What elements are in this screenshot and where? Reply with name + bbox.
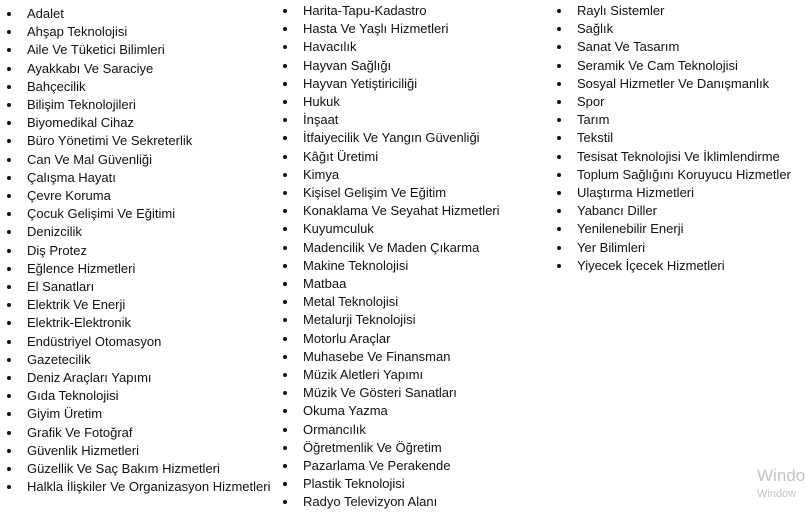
list-item bbox=[7, 405, 275, 423]
bullet-icon bbox=[7, 431, 11, 435]
list-item-label: Grafik Ve Fotoğraf bbox=[27, 424, 133, 440]
list-item bbox=[283, 475, 553, 493]
list-item-label: Hasta Ve Yaşlı Hizmetleri bbox=[303, 21, 449, 37]
bullet-icon bbox=[7, 412, 11, 416]
list-item-label: İnşaat bbox=[303, 112, 339, 128]
list-item bbox=[283, 275, 553, 293]
list-item-label: Ayakkabı Ve Saraciye bbox=[27, 60, 154, 76]
list-item-label: Yabancı Diller bbox=[577, 203, 657, 219]
list-item-label: Büro Yönetimi Ve Sekreterlik bbox=[27, 133, 193, 149]
bullet-icon bbox=[557, 191, 561, 195]
list-item-label: Yiyecek İçecek Hizmetleri bbox=[577, 257, 725, 273]
list-item bbox=[557, 20, 800, 38]
list-item-label: Biyomedikal Cihaz bbox=[27, 115, 134, 131]
list-item-label: Giyim Üretim bbox=[27, 406, 103, 422]
list-item bbox=[283, 57, 553, 75]
bullet-icon bbox=[7, 267, 11, 271]
list-item bbox=[283, 220, 553, 238]
list-item bbox=[283, 166, 553, 184]
list-item-label: Sanat Ve Tasarım bbox=[577, 39, 680, 55]
list-item bbox=[557, 220, 800, 238]
list-item-label: Endüstriyel Otomasyon bbox=[27, 333, 162, 349]
bullet-icon bbox=[557, 209, 561, 213]
list-item-label: Aile Ve Tüketici Bilimleri bbox=[27, 42, 165, 58]
list-item-label: Tesisat Teknolojisi Ve İklimlendirme bbox=[577, 148, 780, 164]
bullet-icon bbox=[7, 121, 11, 125]
list-item-label: İtfaiyecilik Ve Yangın Güvenliği bbox=[303, 130, 480, 146]
list-item bbox=[7, 41, 275, 59]
list-item bbox=[557, 184, 800, 202]
list-item bbox=[7, 460, 275, 478]
list-item bbox=[283, 330, 553, 348]
list-item bbox=[7, 169, 275, 187]
bullet-icon bbox=[7, 249, 11, 253]
bullet-icon bbox=[7, 158, 11, 162]
list-item-label: Hayvan Yetiştiriciliği bbox=[303, 75, 418, 91]
bullet-icon bbox=[283, 173, 287, 177]
list-item bbox=[283, 257, 553, 275]
list-item-label: Eğlence Hizmetleri bbox=[27, 260, 136, 276]
list-item-label: Elektrik Ve Enerji bbox=[27, 297, 126, 313]
list-item bbox=[557, 93, 800, 111]
bullet-icon bbox=[283, 373, 287, 377]
bullet-icon bbox=[283, 155, 287, 159]
list-item-label: Harita-Tapu-Kadastro bbox=[303, 3, 427, 18]
list-item-label: Pazarlama Ve Perakende bbox=[303, 458, 451, 474]
bullet-icon bbox=[557, 64, 561, 68]
list-item bbox=[283, 111, 553, 129]
list-item-label: Sağlık bbox=[577, 21, 614, 37]
watermark-subtitle: Window bbox=[757, 488, 797, 500]
list-item bbox=[7, 151, 275, 169]
list-item-label: Çocuk Gelişimi Ve Eğitimi bbox=[27, 206, 176, 222]
list-item bbox=[7, 60, 275, 78]
bullet-icon bbox=[7, 139, 11, 143]
list-item-label: Gıda Teknolojisi bbox=[27, 388, 119, 404]
bullet-icon bbox=[283, 482, 287, 486]
field-list-column-3 bbox=[557, 2, 800, 275]
list-item-label: Spor bbox=[577, 94, 605, 110]
list-item bbox=[7, 187, 275, 205]
list-item-label: Madencilik Ve Maden Çıkarma bbox=[303, 239, 480, 255]
bullet-icon bbox=[283, 500, 287, 504]
list-item-label: Diş Protez bbox=[27, 242, 87, 258]
list-item-label: Kimya bbox=[303, 166, 340, 182]
list-item bbox=[7, 132, 275, 150]
list-item-label: Okuma Yazma bbox=[303, 403, 388, 419]
list-item bbox=[557, 257, 800, 275]
list-item bbox=[7, 78, 275, 96]
bullet-icon bbox=[7, 230, 11, 234]
list-item bbox=[7, 223, 275, 241]
list-item bbox=[283, 38, 553, 56]
list-item-label: Motorlu Araçlar bbox=[303, 330, 391, 346]
list-item bbox=[7, 442, 275, 460]
list-item bbox=[557, 129, 800, 147]
list-item bbox=[7, 260, 275, 278]
bullet-icon bbox=[557, 9, 561, 13]
list-item bbox=[7, 369, 275, 387]
list-item bbox=[283, 202, 553, 220]
list-item-label: Bilişim Teknolojileri bbox=[27, 97, 136, 113]
list-item bbox=[283, 93, 553, 111]
bullet-icon bbox=[7, 67, 11, 71]
list-item-label: Müzik Ve Gösteri Sanatları bbox=[303, 385, 457, 401]
list-item-label: Konaklama Ve Seyahat Hizmetleri bbox=[303, 203, 500, 219]
bullet-icon bbox=[283, 282, 287, 286]
watermark-title: Windo bbox=[757, 466, 805, 485]
list-item-label: Kişisel Gelişim Ve Eğitim bbox=[303, 185, 447, 201]
bullet-icon bbox=[283, 82, 287, 86]
list-item-label: Güvenlik Hizmetleri bbox=[27, 442, 139, 458]
list-item-label: Kuyumculuk bbox=[303, 221, 374, 237]
bullet-icon bbox=[557, 246, 561, 250]
list-item bbox=[557, 38, 800, 56]
bullet-icon bbox=[283, 428, 287, 432]
list-item-label: Radyo Televizyon Alanı bbox=[303, 494, 438, 510]
list-item bbox=[7, 242, 275, 260]
list-item bbox=[283, 129, 553, 147]
list-item-label: El Sanatları bbox=[27, 279, 95, 295]
list-item-label: Muhasebe Ve Finansman bbox=[303, 348, 451, 364]
list-item-label: Ormancılık bbox=[303, 421, 366, 437]
list-item bbox=[283, 348, 553, 366]
bullet-icon bbox=[7, 449, 11, 453]
list-item bbox=[283, 493, 553, 511]
bullet-icon bbox=[7, 30, 11, 34]
bullet-icon bbox=[557, 136, 561, 140]
list-item-label: Öğretmenlik Ve Öğretim bbox=[303, 439, 442, 455]
bullet-icon bbox=[283, 227, 287, 231]
list-item-label: Güzellik Ve Saç Bakım Hizmetleri bbox=[27, 461, 220, 477]
list-item bbox=[557, 166, 800, 184]
list-item-label: Plastik Teknolojisi bbox=[303, 476, 405, 492]
list-item-label: Matbaa bbox=[303, 276, 347, 292]
bullet-icon bbox=[7, 376, 11, 380]
list-item bbox=[7, 478, 275, 495]
list-item-label: Müzik Aletleri Yapımı bbox=[303, 367, 424, 383]
list-item bbox=[557, 2, 800, 20]
bullet-icon bbox=[557, 100, 561, 104]
bullet-icon bbox=[283, 391, 287, 395]
bullet-icon bbox=[283, 64, 287, 68]
list-item-label: Tarım bbox=[577, 112, 610, 128]
list-item-label: Ulaştırma Hizmetleri bbox=[577, 185, 695, 201]
list-item bbox=[283, 311, 553, 329]
bullet-icon bbox=[283, 264, 287, 268]
list-item bbox=[283, 402, 553, 420]
list-item bbox=[7, 314, 275, 332]
list-item bbox=[283, 384, 553, 402]
list-item-label: Can Ve Mal Güvenliği bbox=[27, 151, 153, 167]
list-item-label: Metalurji Teknolojisi bbox=[303, 312, 416, 328]
list-item bbox=[7, 5, 275, 23]
list-item-label: Makine Teknolojisi bbox=[303, 257, 409, 273]
bullet-icon bbox=[7, 321, 11, 325]
list-item-label: Gazetecilik bbox=[27, 351, 91, 367]
bullet-icon bbox=[283, 136, 287, 140]
list-item-label: Çevre Koruma bbox=[27, 188, 111, 204]
list-item bbox=[283, 75, 553, 93]
list-item bbox=[7, 333, 275, 351]
list-item bbox=[557, 57, 800, 75]
bullet-icon bbox=[283, 409, 287, 413]
bullet-icon bbox=[283, 118, 287, 122]
list-item-label: Ahşap Teknolojisi bbox=[27, 24, 128, 40]
list-item bbox=[283, 439, 553, 457]
bullet-icon bbox=[7, 194, 11, 198]
list-item bbox=[7, 114, 275, 132]
list-item-label: Yenilenebilir Enerji bbox=[577, 221, 684, 237]
list-item bbox=[7, 387, 275, 405]
list-item-label: Hukuk bbox=[303, 94, 340, 110]
bullet-icon bbox=[283, 246, 287, 250]
bullet-icon bbox=[283, 27, 287, 31]
bullet-icon bbox=[557, 227, 561, 231]
list-item bbox=[283, 2, 553, 20]
list-item-label: Seramik Ve Cam Teknolojisi bbox=[577, 57, 738, 73]
bullet-icon bbox=[7, 340, 11, 344]
list-item-label: Elektrik-Elektronik bbox=[27, 315, 132, 331]
list-item bbox=[7, 205, 275, 223]
list-item bbox=[283, 293, 553, 311]
list-item-label: Denizcilik bbox=[27, 224, 82, 240]
list-item-label: Sosyal Hizmetler Ve Danışmanlık bbox=[577, 75, 770, 91]
bullet-icon bbox=[7, 103, 11, 107]
bullet-icon bbox=[283, 191, 287, 195]
list-item bbox=[283, 20, 553, 38]
list-item-label: Deniz Araçları Yapımı bbox=[27, 370, 152, 386]
bullet-icon bbox=[283, 318, 287, 322]
list-item-label: Çalışma Hayatı bbox=[27, 169, 116, 185]
bullet-icon bbox=[283, 300, 287, 304]
bullet-icon bbox=[7, 176, 11, 180]
bullet-icon bbox=[283, 209, 287, 213]
bullet-icon bbox=[7, 485, 11, 489]
bullet-icon bbox=[283, 446, 287, 450]
list-item bbox=[7, 424, 275, 442]
list-item-label: Raylı Sistemler bbox=[577, 3, 665, 18]
list-item bbox=[557, 111, 800, 129]
list-item bbox=[283, 457, 553, 475]
list-item bbox=[7, 296, 275, 314]
bullet-icon bbox=[7, 48, 11, 52]
bullet-icon bbox=[557, 173, 561, 177]
bullet-icon bbox=[557, 45, 561, 49]
bullet-icon bbox=[557, 155, 561, 159]
bullet-icon bbox=[283, 100, 287, 104]
bullet-icon bbox=[283, 355, 287, 359]
windows-activation-watermark bbox=[757, 466, 805, 501]
list-item-label: Hayvan Sağlığı bbox=[303, 57, 392, 73]
list-item-label: Tekstil bbox=[577, 130, 614, 146]
list-item bbox=[283, 184, 553, 202]
list-item-label: Havacılık bbox=[303, 39, 357, 55]
bullet-icon bbox=[7, 467, 11, 471]
list-item bbox=[283, 421, 553, 439]
list-item bbox=[7, 23, 275, 41]
bullet-icon bbox=[557, 264, 561, 268]
list-item-label: Adalet bbox=[27, 6, 64, 21]
bullet-icon bbox=[283, 337, 287, 341]
bullet-icon bbox=[283, 9, 287, 13]
bullet-icon bbox=[283, 45, 287, 49]
bullet-icon bbox=[7, 12, 11, 16]
list-item bbox=[283, 239, 553, 257]
list-item bbox=[557, 239, 800, 257]
list-item-label: Bahçecilik bbox=[27, 78, 86, 94]
bullet-icon bbox=[7, 85, 11, 89]
bullet-icon bbox=[7, 285, 11, 289]
bullet-icon bbox=[7, 358, 11, 362]
list-item-label: Halkla İlişkiler Ve Organizasyon Hizmetleri bbox=[27, 479, 271, 495]
bullet-icon bbox=[7, 212, 11, 216]
bullet-icon bbox=[557, 82, 561, 86]
list-item-label: Yer Bilimleri bbox=[577, 239, 646, 255]
field-list-column-2 bbox=[283, 2, 553, 512]
list-item bbox=[557, 75, 800, 93]
bullet-icon bbox=[557, 27, 561, 31]
list-item-label: Kâğıt Üretimi bbox=[303, 148, 379, 164]
list-item-label: Toplum Sağlığını Koruyucu Hizmetler bbox=[577, 166, 791, 182]
bullet-icon bbox=[557, 118, 561, 122]
bullet-icon bbox=[7, 394, 11, 398]
list-item bbox=[283, 366, 553, 384]
list-item bbox=[557, 202, 800, 220]
field-list-column-1 bbox=[7, 5, 275, 495]
list-item bbox=[283, 148, 553, 166]
list-item bbox=[557, 148, 800, 166]
list-item bbox=[7, 351, 275, 369]
bullet-icon bbox=[283, 464, 287, 468]
bullet-icon bbox=[7, 303, 11, 307]
list-item-label: Metal Teknolojisi bbox=[303, 294, 399, 310]
list-item bbox=[7, 96, 275, 114]
list-item bbox=[7, 278, 275, 296]
